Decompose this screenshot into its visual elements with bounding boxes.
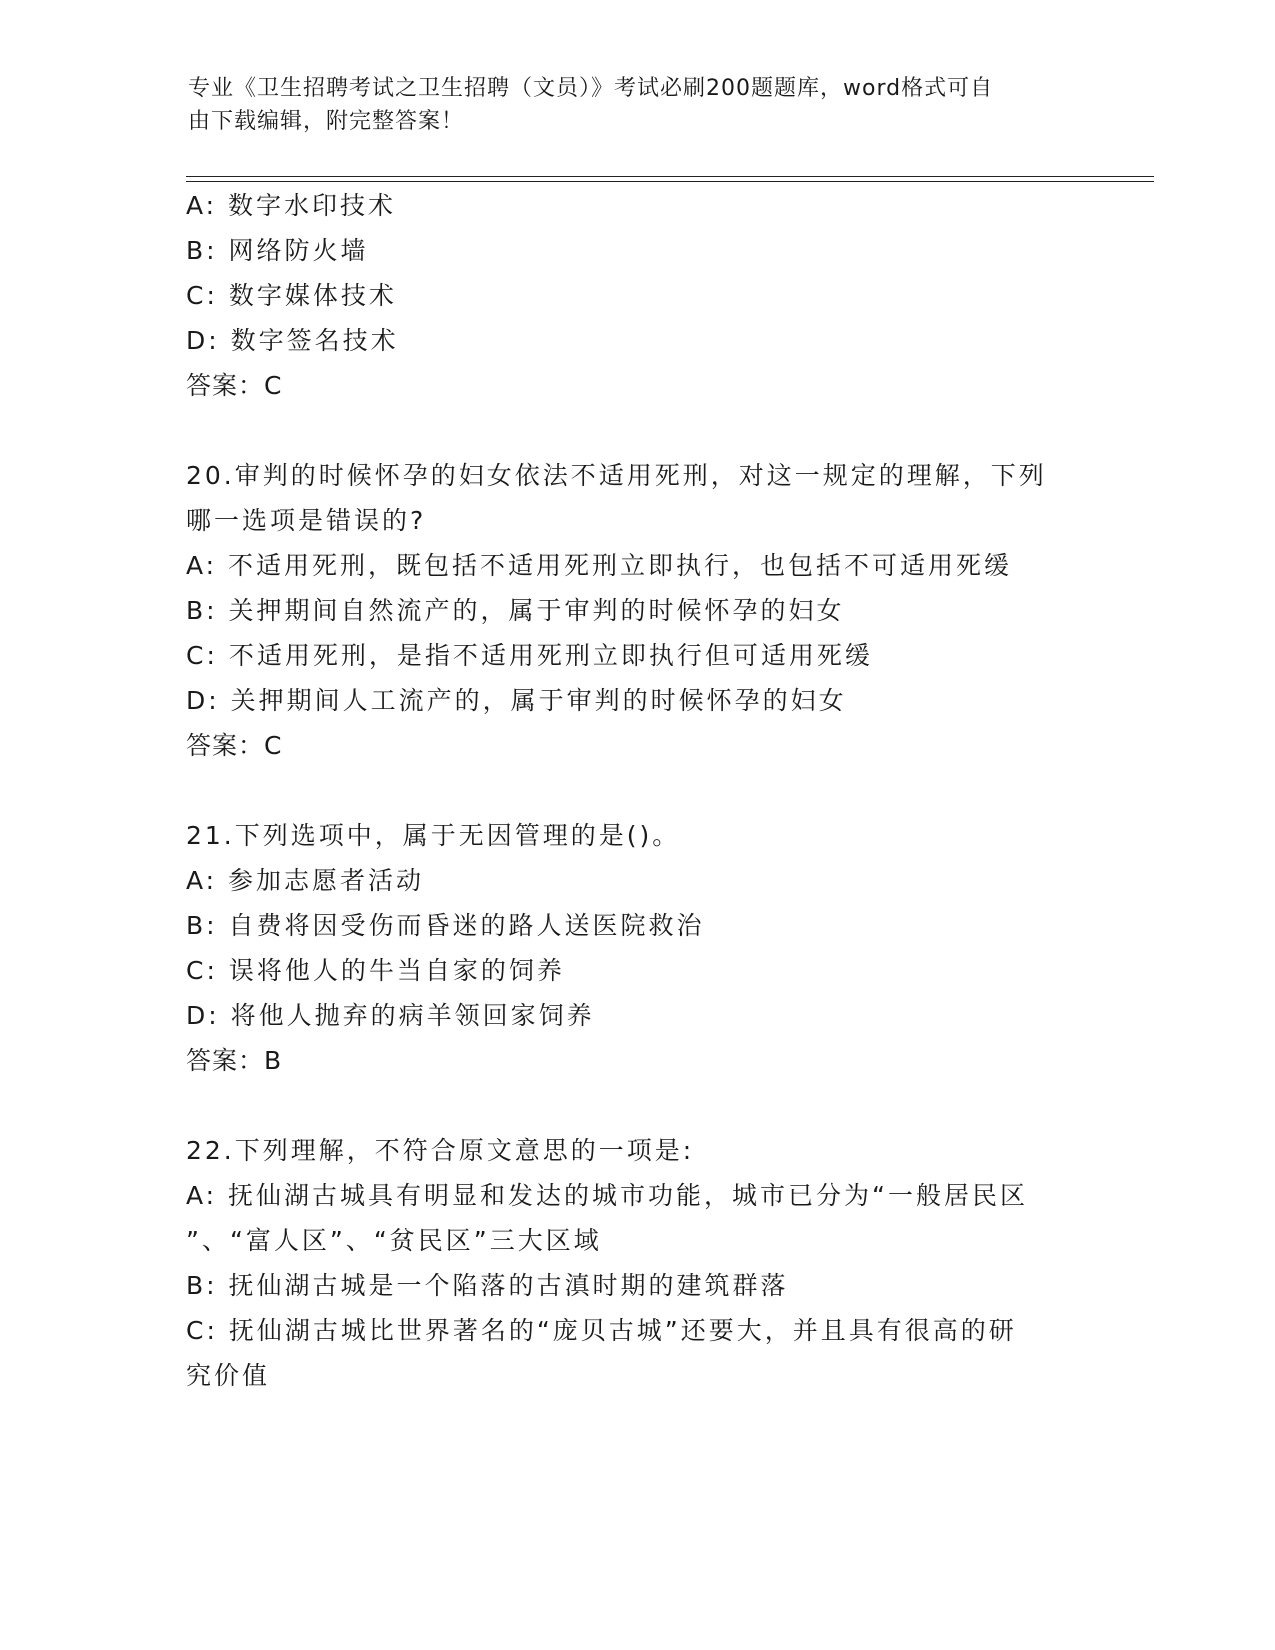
q22-option-c-line-1: C: 抚仙湖古城比世界著名的“庞贝古城”还要大，并且具有很高的研	[186, 1316, 1017, 1345]
header-rule-top	[186, 176, 1154, 177]
header-rule-bottom	[186, 181, 1154, 182]
q21-option-b: B: 自费将因受伤而昏迷的路人送医院救治	[186, 911, 705, 940]
document-header	[188, 72, 1068, 138]
q22-option-b: B: 抚仙湖古城是一个陷落的古滇时期的建筑群落	[186, 1271, 789, 1300]
q20-option-c: C: 不适用死刑，是指不适用死刑立即执行但可适用死缓	[186, 641, 873, 670]
q22-stem: 22.下列理解，不符合原文意思的一项是:	[186, 1136, 695, 1165]
q20-option-a: A: 不适用死刑，既包括不适用死刑立即执行，也包括不可适用死缓	[186, 551, 1013, 580]
q20-option-d: D: 关押期间人工流产的，属于审判的时候怀孕的妇女	[186, 686, 847, 715]
q21-option-a: A: 参加志愿者活动	[186, 866, 425, 895]
q20-stem-line-1: 20.审判的时候怀孕的妇女依法不适用死刑，对这一规定的理解，下列	[186, 461, 1047, 490]
prev-option-a: A: 数字水印技术	[186, 191, 397, 220]
q21-option-d: D: 将他人抛弃的病羊领回家饲养	[186, 1001, 595, 1030]
q20-option-b: B: 关押期间自然流产的，属于审判的时候怀孕的妇女	[186, 596, 845, 625]
q22-option-a-line-2: ”、“富人区”、“贫民区”三大区域	[186, 1226, 602, 1255]
prev-option-c: C: 数字媒体技术	[186, 281, 397, 310]
prev-answer: 答案：C	[186, 371, 283, 400]
header-line-1: 专业《卫生招聘考试之卫生招聘（文员）》考试必刷200题题库，word格式可自	[188, 76, 994, 101]
q21-option-c: C: 误将他人的牛当自家的饲养	[186, 956, 565, 985]
prev-option-b: B: 网络防火墙	[186, 236, 369, 265]
q20-stem-line-2: 哪一选项是错误的?	[186, 506, 427, 535]
q21-stem: 21.下列选项中，属于无因管理的是()。	[186, 821, 681, 850]
q20-answer: 答案：C	[186, 731, 283, 760]
q22-option-c-line-2: 究价值	[186, 1361, 271, 1390]
header-line-2: 由下载编辑，附完整答案！	[188, 109, 465, 134]
q22-option-a-line-1: A: 抚仙湖古城具有明显和发达的城市功能，城市已分为“一般居民区	[186, 1181, 1028, 1210]
prev-option-d: D: 数字签名技术	[186, 326, 399, 355]
q21-answer: 答案：B	[186, 1046, 283, 1075]
